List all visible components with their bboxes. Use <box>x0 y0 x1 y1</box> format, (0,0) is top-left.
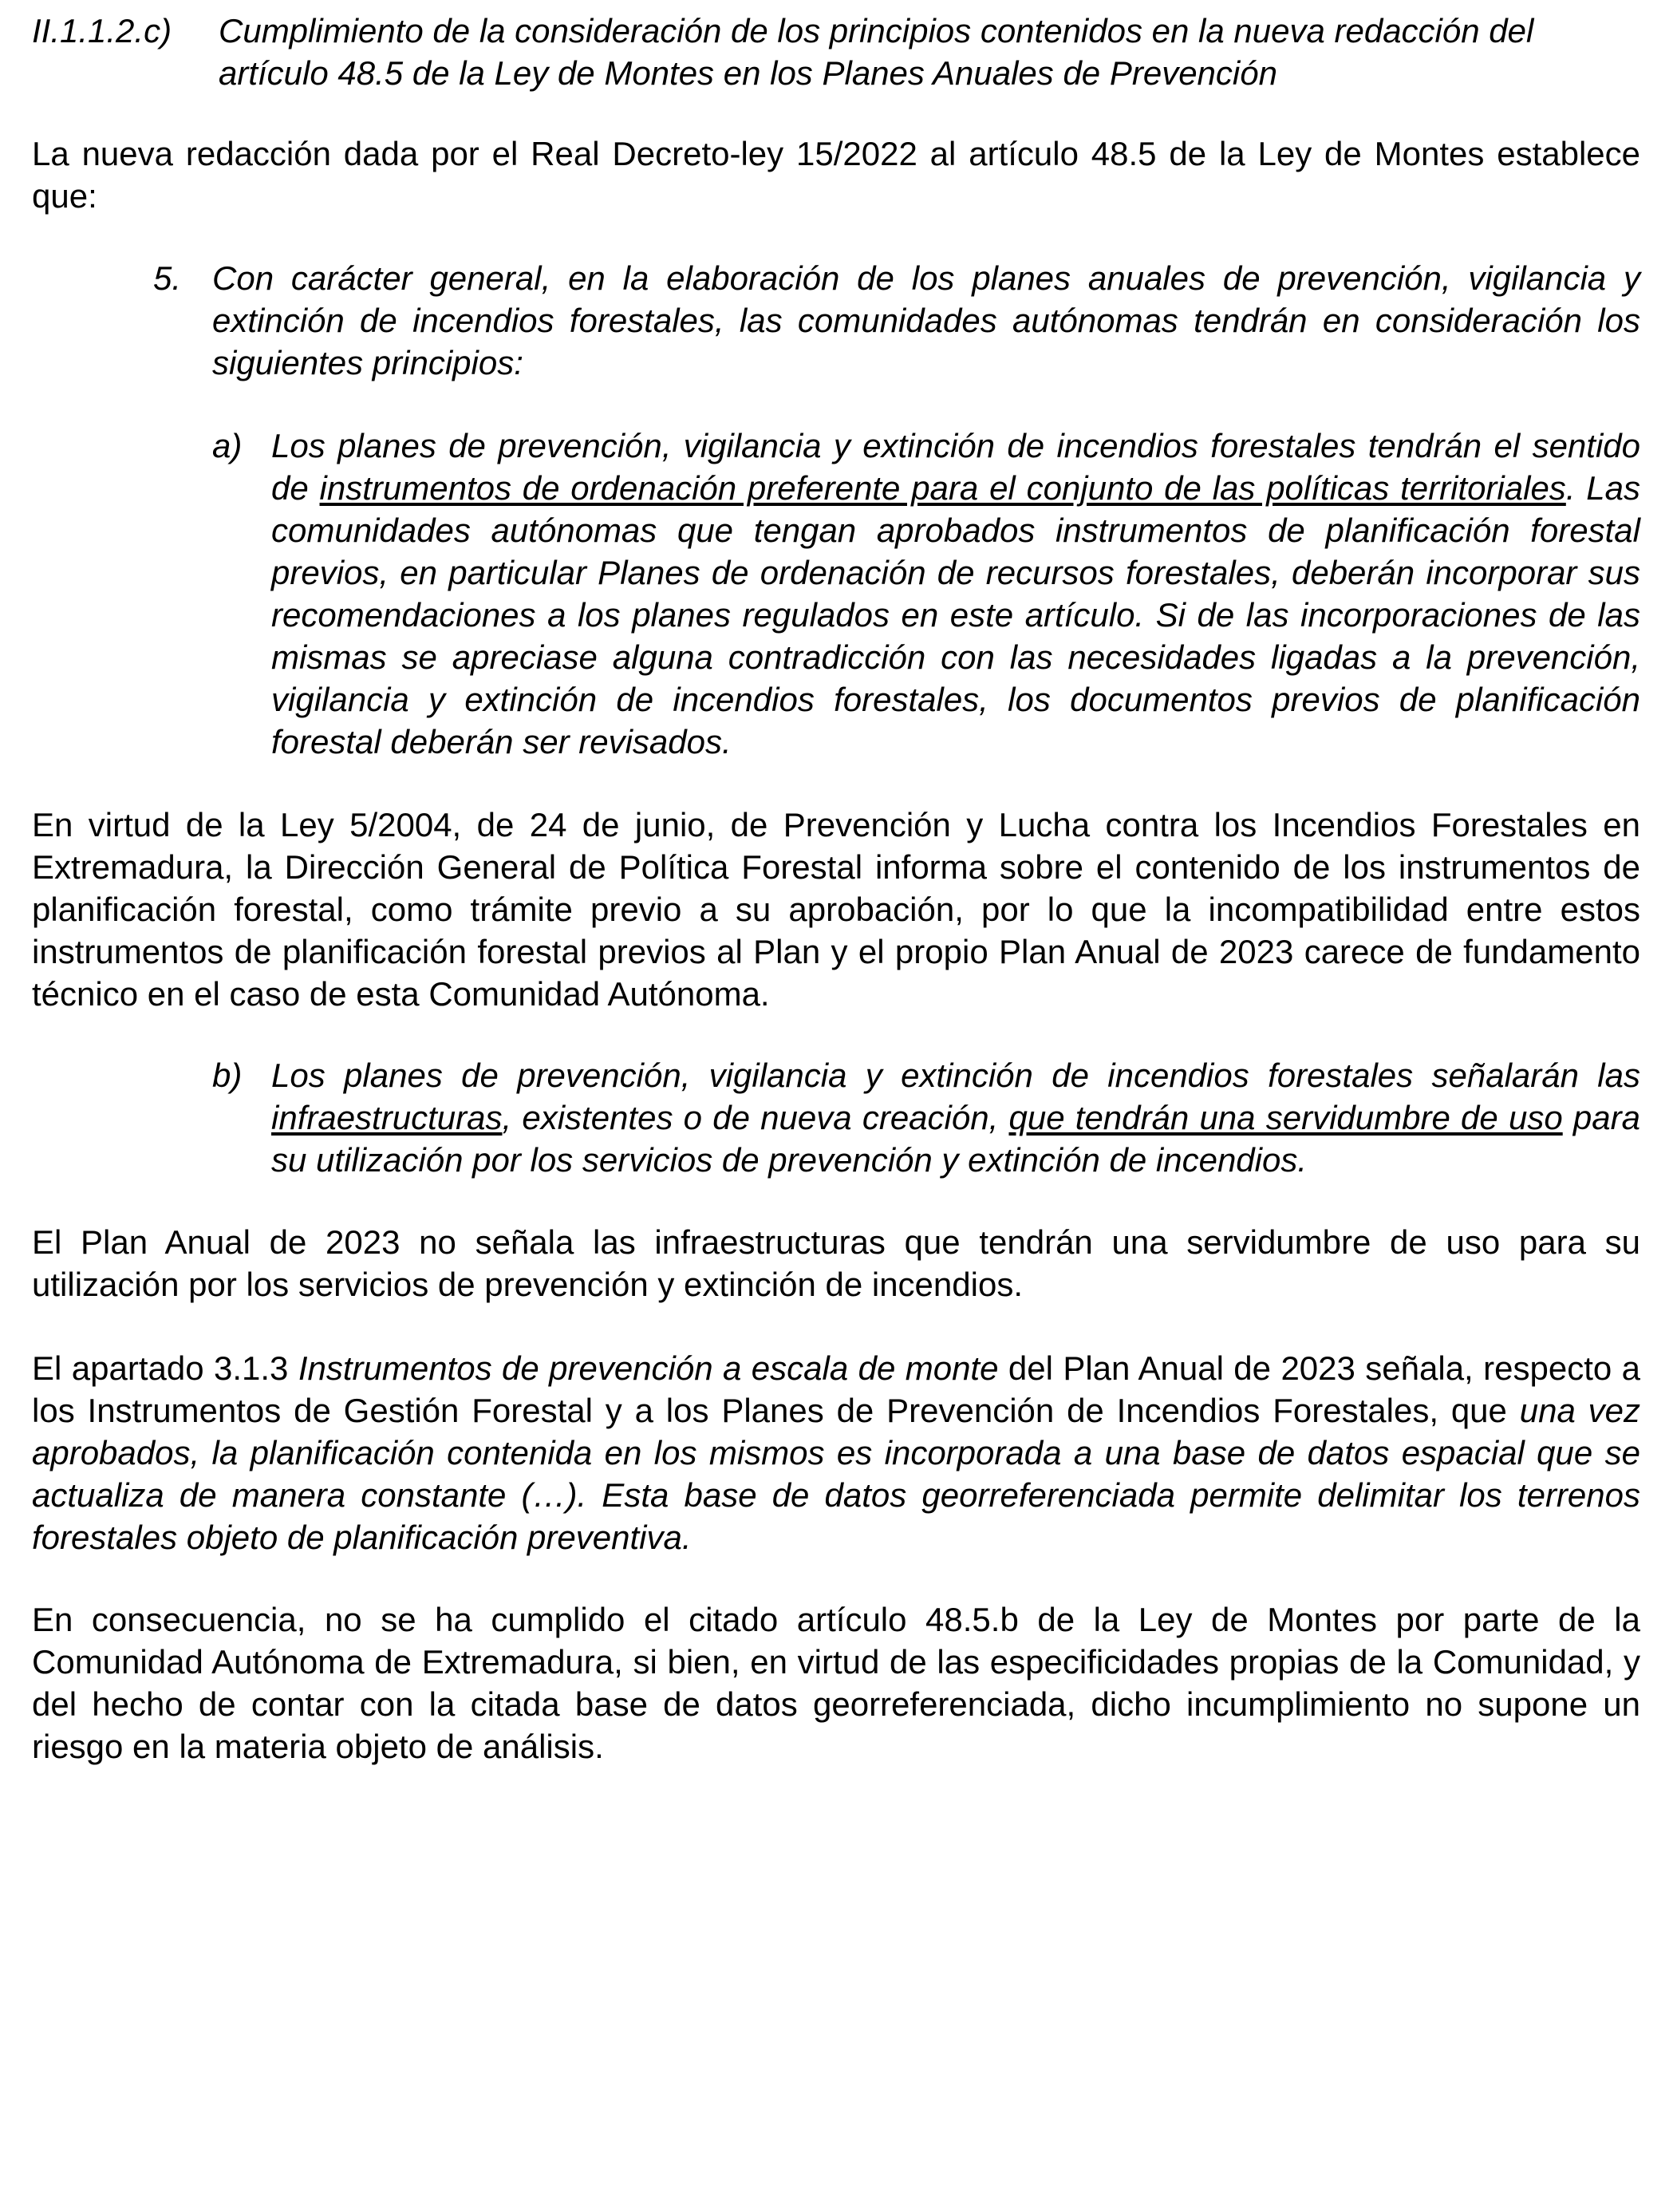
section-title: Cumplimiento de la consideración de los principios contenidos en la nueva redacción del artículo 48.5 de la Ley de Montes en los Planes Anuales de Prevención <box>219 12 1534 92</box>
paragraph-plan-anual: El Plan Anual de 2023 no señala las infraestructuras que tendrán una servidumbre de uso para su utilización por los servicios de prevención y extinción de incendios. <box>32 1223 1640 1303</box>
paragraph-apartado-3-1-3 <box>32 1347 1640 1558</box>
quote-marker: 5. <box>153 259 182 297</box>
item-a-text <box>271 425 1640 763</box>
paragraph-conclusion: En consecuencia, no se ha cumplido el citado artículo 48.5.b de la Ley de Montes por parte de la Comunidad Autónoma de Extremadura, si bien, en virtud de las especificidades propias de la Comunidad, y del hecho de contar con la citada base de datos georreferenciada, dicho incumplimiento no supone un riesgo en la materia objeto de análisis. <box>32 1601 1640 1765</box>
intro-paragraph: La nueva redacción dada por el Real Decreto-ley 15/2022 al artículo 48.5 de la Ley de Montes establece que: <box>32 135 1640 215</box>
apartado-text-1: El apartado 3.1.3 <box>32 1349 298 1387</box>
item-a-marker: a) <box>212 427 243 464</box>
paragraph-ley-5-2004: En virtud de la Ley 5/2004, de 24 de junio, de Prevención y Lucha contra los Incendios Forestales en Extremadura, la Dirección General de Política Forestal informa sobre el contenido de los instrumentos de planificación forestal, como trámite previo a su aprobación, por lo que la incompatibilidad entre estos instrumentos de planificación forestal previos al Plan y el propio Plan Anual de 2023 carece de fundamento técnico en el caso de esta Comunidad Autónoma. <box>32 806 1640 1013</box>
item-a-text-2: . Las comunidades autónomas que tengan aprobados instrumentos de planificación forestal previos, en particular Planes de ordenación de recursos forestales, deberán incorporar sus recomendaciones a los planes regulados en este artículo. Si de las incorporaciones de las mismas se apreciase alguna contradicción con las necesidades ligadas a la prevención, vigilancia y extinción de incendios forestales, los documentos previos de planificación forestal deberán ser revisados. <box>271 469 1641 760</box>
item-b-underlined-2: que tendrán una servidumbre de uso <box>1008 1099 1563 1136</box>
section-number: II.1.1.2.c) <box>32 12 172 49</box>
item-a <box>212 425 1640 763</box>
apartado-italic-quote: una vez aprobados, la planificación contenida en los mismos es incorporada a una base de datos espacial que se actualiza de manera constante (…). Esta base de datos georreferenciada permite delimitar los terrenos forestales objeto de planificación preventiva. <box>32 1392 1640 1556</box>
item-b-text-3: para su utilización por los servicios de prevención y extinción de incendios. <box>271 1099 1640 1179</box>
item-a-text-1: Los planes de prevención, vigilancia y extinción de incendios forestales tendrán el sentido de <box>271 427 1640 507</box>
item-a-underlined: instrumentos de ordenación preferente para el conjunto de las políticas territoriales <box>319 469 1566 507</box>
item-b-text-1: Los planes de prevención, vigilancia y extinción de incendios forestales señalarán las <box>271 1057 1640 1094</box>
item-b-underlined-1: infraestructuras <box>271 1099 503 1136</box>
apartado-text-2: del Plan Anual de 2023 señala, respecto a los Instrumentos de Gestión Forestal y a los Planes de Prevención de Incendios Forestales, que <box>32 1349 1640 1429</box>
item-b-text <box>271 1054 1640 1181</box>
item-b-marker: b) <box>212 1057 243 1094</box>
quote-text: Con carácter general, en la elaboración de los planes anuales de prevención, vigilancia y extinción de incendios forestales, las comunidades autónomas tendrán en consideración los siguientes principios: <box>212 259 1640 381</box>
apartado-italic-title: Instrumentos de prevención a escala de monte <box>298 1349 999 1387</box>
item-b-text-2: , existentes o de nueva creación, <box>502 1099 1009 1136</box>
quoted-article-48-5 <box>153 257 1640 384</box>
item-b <box>212 1054 1640 1181</box>
